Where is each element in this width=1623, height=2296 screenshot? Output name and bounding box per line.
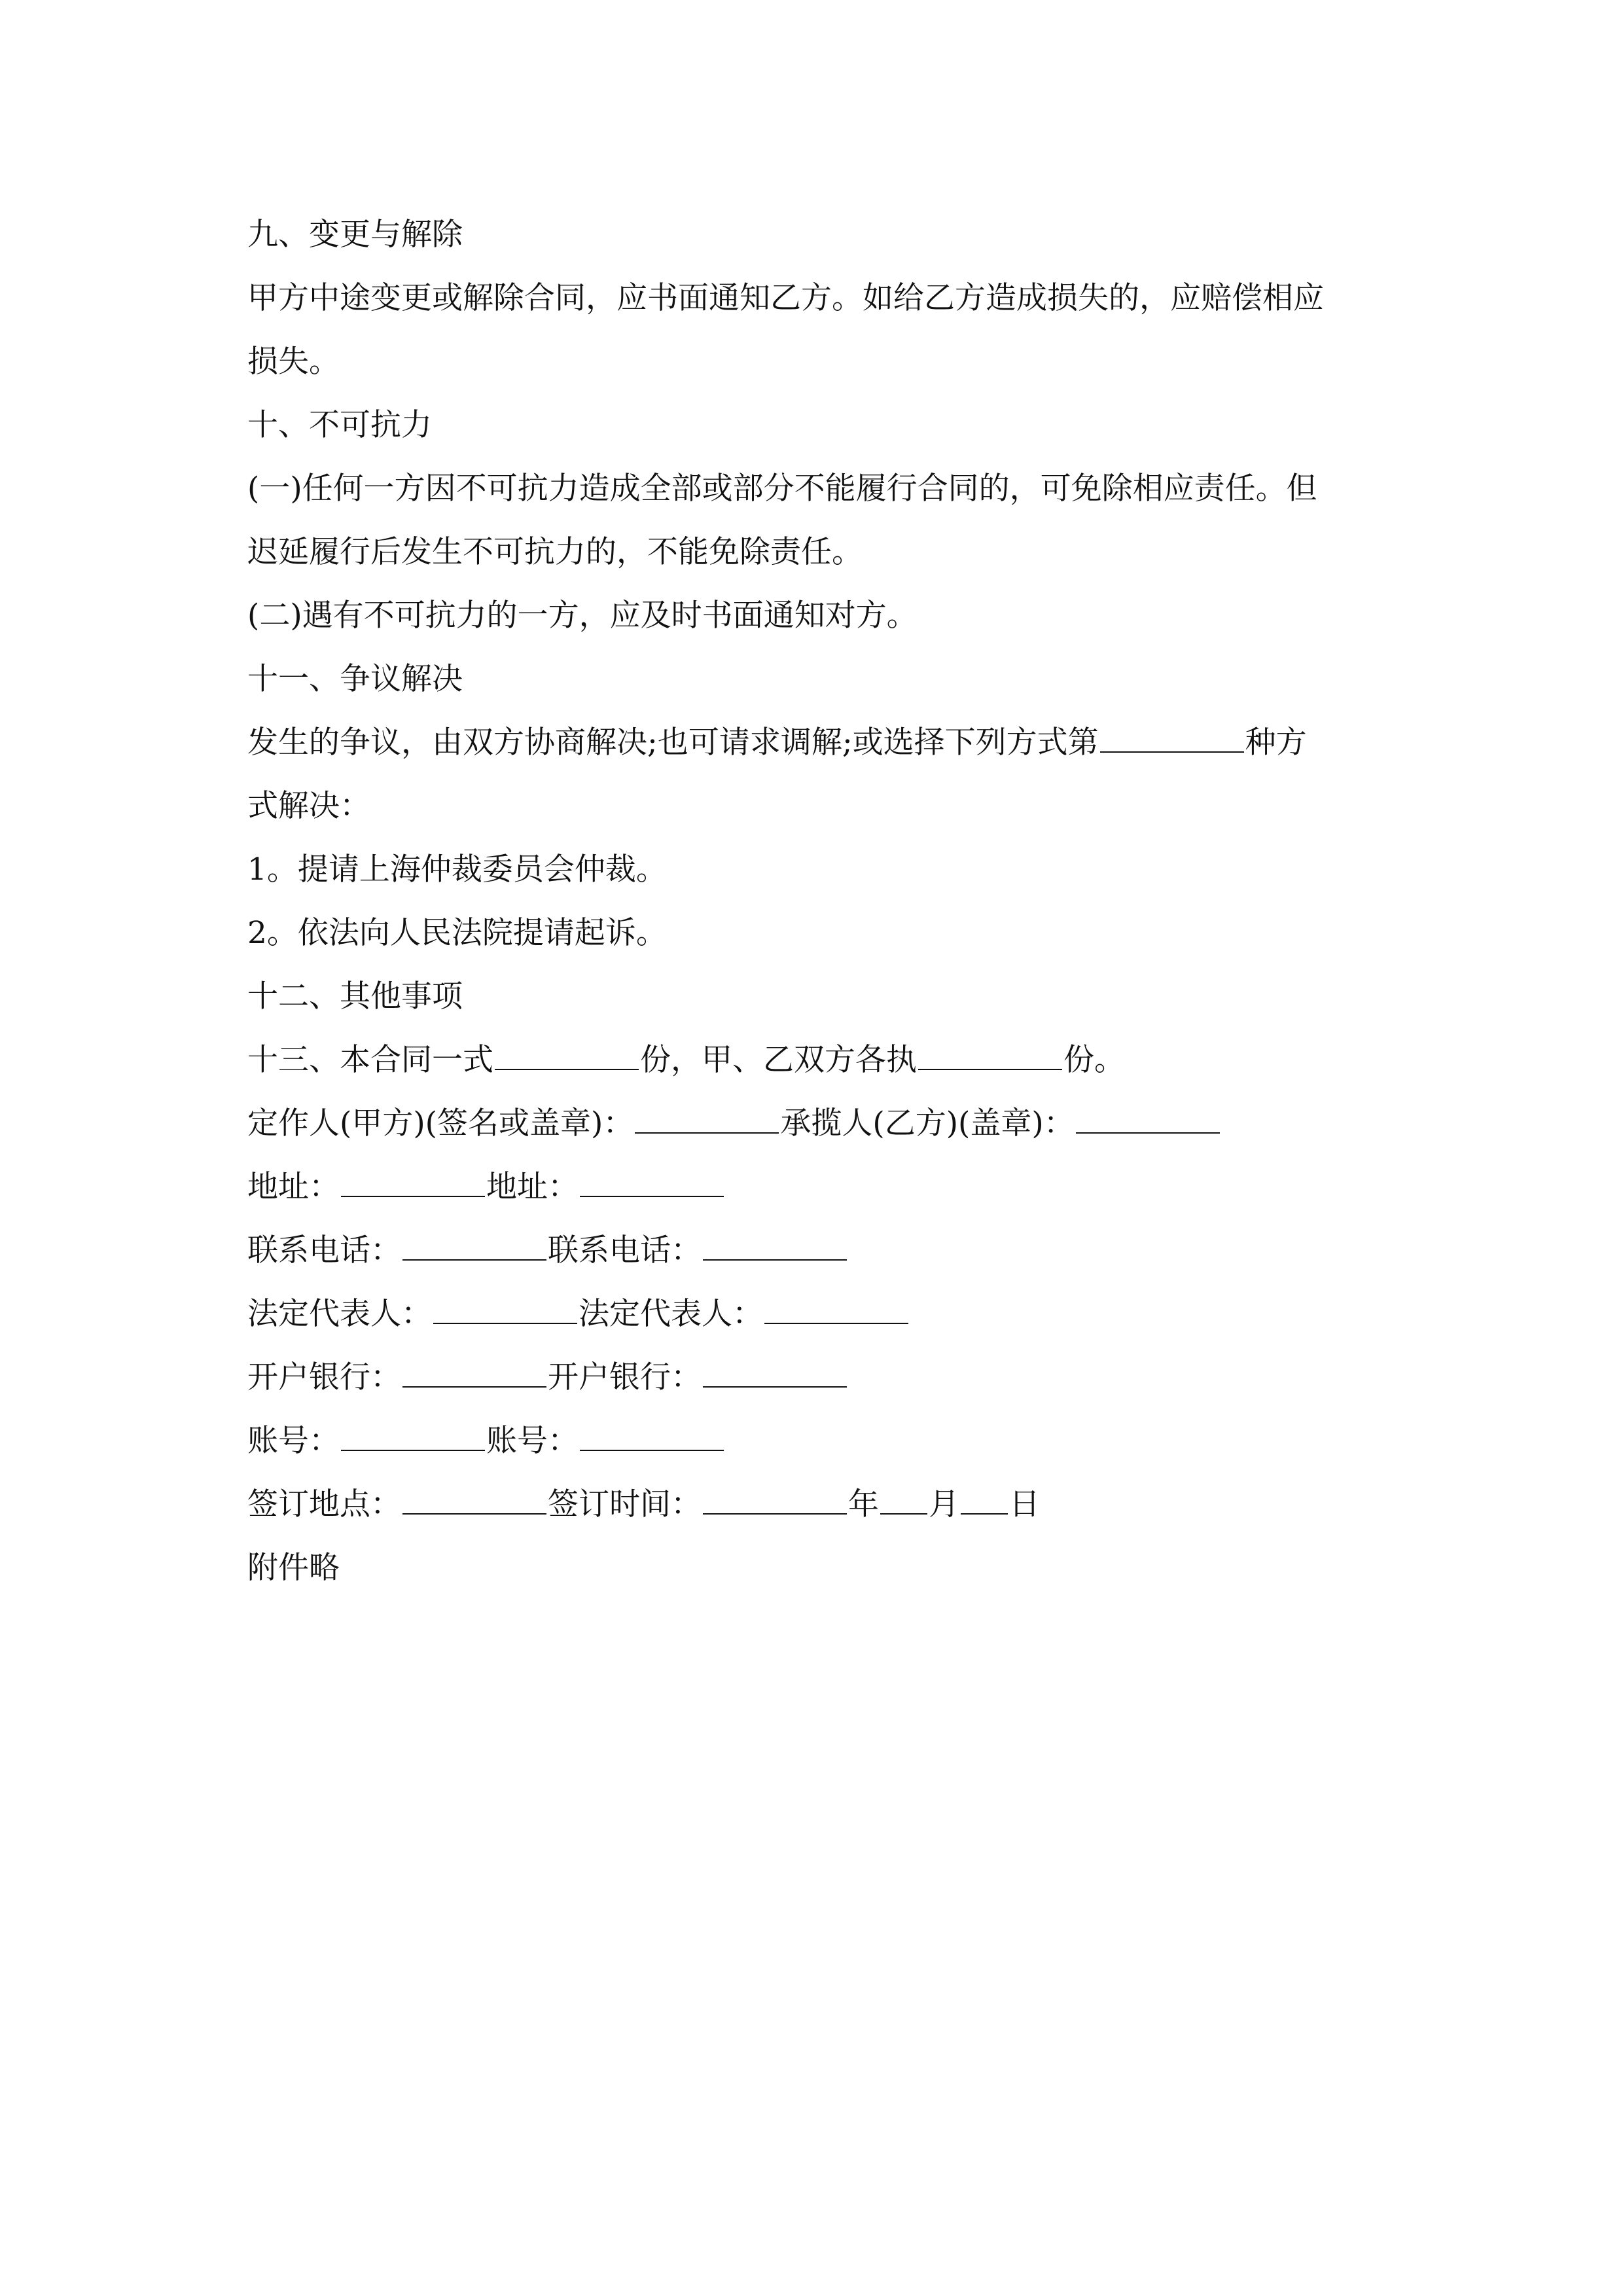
party-b-blank[interactable] — [1076, 1106, 1220, 1134]
sign-place-blank[interactable] — [402, 1487, 546, 1515]
signing-line — [247, 1473, 1399, 1536]
account-b-label: 账号： — [486, 1423, 579, 1459]
account-a-blank[interactable] — [341, 1424, 485, 1451]
dispute-method-blank[interactable] — [1100, 725, 1244, 753]
sign-time-label: 签订时间： — [548, 1486, 702, 1522]
section-13-text-a: 十三、本合同一式 — [247, 1042, 493, 1078]
copies-each-blank[interactable] — [918, 1043, 1062, 1070]
phone-a-blank[interactable] — [402, 1233, 546, 1261]
sign-place-label: 签订地点： — [247, 1486, 401, 1522]
bank-a-blank[interactable] — [402, 1360, 546, 1388]
account-line — [247, 1409, 1399, 1473]
section-10-para-1-line-2: 迟延履行后发生不可抗力的，不能免除责任。 — [247, 534, 863, 570]
legal-rep-b-label: 法定代表人： — [579, 1296, 763, 1332]
address-line — [247, 1155, 1399, 1219]
section-11-para-line-2: 式解决： — [247, 788, 370, 824]
section-10-title: 十、不可抗力 — [247, 407, 432, 443]
bank-b-label: 开户银行： — [548, 1359, 702, 1395]
address-a-blank[interactable] — [341, 1170, 485, 1197]
section-10-para-2: (二)遇有不可抗力的一方，应及时书面通知对方。 — [247, 598, 918, 634]
section-10-para-1-line-1: (一)任何一方因不可抗力造成全部或部分不能履行合同的，可免除相应责任。但 — [247, 471, 1317, 507]
phone-b-label: 联系电话： — [548, 1232, 702, 1268]
account-b-blank[interactable] — [580, 1424, 724, 1451]
section-11-option-1: 1。提请上海仲裁委员会仲裁。 — [247, 852, 667, 888]
account-a-label: 账号： — [247, 1423, 340, 1459]
section-9-para-line-2: 损失。 — [247, 344, 340, 380]
section-11-text-a: 发生的争议，由双方协商解决;也可请求调解;或选择下列方式第 — [247, 725, 1099, 761]
address-b-blank[interactable] — [580, 1170, 724, 1197]
section-9-title: 九、变更与解除 — [247, 217, 463, 253]
sign-month-blank[interactable] — [880, 1487, 927, 1515]
sign-day-blank[interactable] — [961, 1487, 1008, 1515]
address-b-label: 地址： — [486, 1169, 579, 1205]
phone-a-label: 联系电话： — [247, 1232, 401, 1268]
parties-line — [247, 1092, 1399, 1155]
party-a-label: 定作人(甲方)(签名或盖章)： — [247, 1105, 634, 1141]
attachment-note: 附件略 — [247, 1550, 340, 1586]
section-11-para-line-1 — [247, 711, 1399, 774]
copies-total-blank[interactable] — [495, 1043, 639, 1070]
month-label: 月 — [929, 1486, 959, 1522]
bank-b-blank[interactable] — [703, 1360, 847, 1388]
document-page — [247, 203, 1399, 1600]
section-11-text-b: 种方 — [1245, 725, 1307, 761]
bank-line — [247, 1346, 1399, 1409]
legal-rep-a-label: 法定代表人： — [247, 1296, 432, 1332]
bank-a-label: 开户银行： — [247, 1359, 401, 1395]
party-a-blank[interactable] — [635, 1106, 779, 1134]
day-label: 日 — [1009, 1486, 1040, 1522]
phone-b-blank[interactable] — [703, 1233, 847, 1261]
phone-line — [247, 1219, 1399, 1282]
section-13-line — [247, 1028, 1399, 1092]
section-11-option-2: 2。依法向人民法院提请起诉。 — [247, 915, 667, 951]
section-13-text-c: 份。 — [1063, 1042, 1125, 1078]
legal-rep-line — [247, 1282, 1399, 1346]
section-9-para-line-1: 甲方中途变更或解除合同，应书面通知乙方。如给乙方造成损失的，应赔偿相应 — [247, 280, 1324, 316]
section-11-title: 十一、争议解决 — [247, 661, 463, 697]
legal-rep-a-blank[interactable] — [433, 1297, 577, 1324]
section-13-text-b: 份，甲、乙双方各执 — [640, 1042, 917, 1078]
legal-rep-b-blank[interactable] — [764, 1297, 908, 1324]
year-label: 年 — [848, 1486, 879, 1522]
address-a-label: 地址： — [247, 1169, 340, 1205]
section-12-title: 十二、其他事项 — [247, 978, 463, 1014]
party-b-label: 承揽人(乙方)(盖章)： — [780, 1105, 1075, 1141]
sign-year-blank[interactable] — [703, 1487, 847, 1515]
